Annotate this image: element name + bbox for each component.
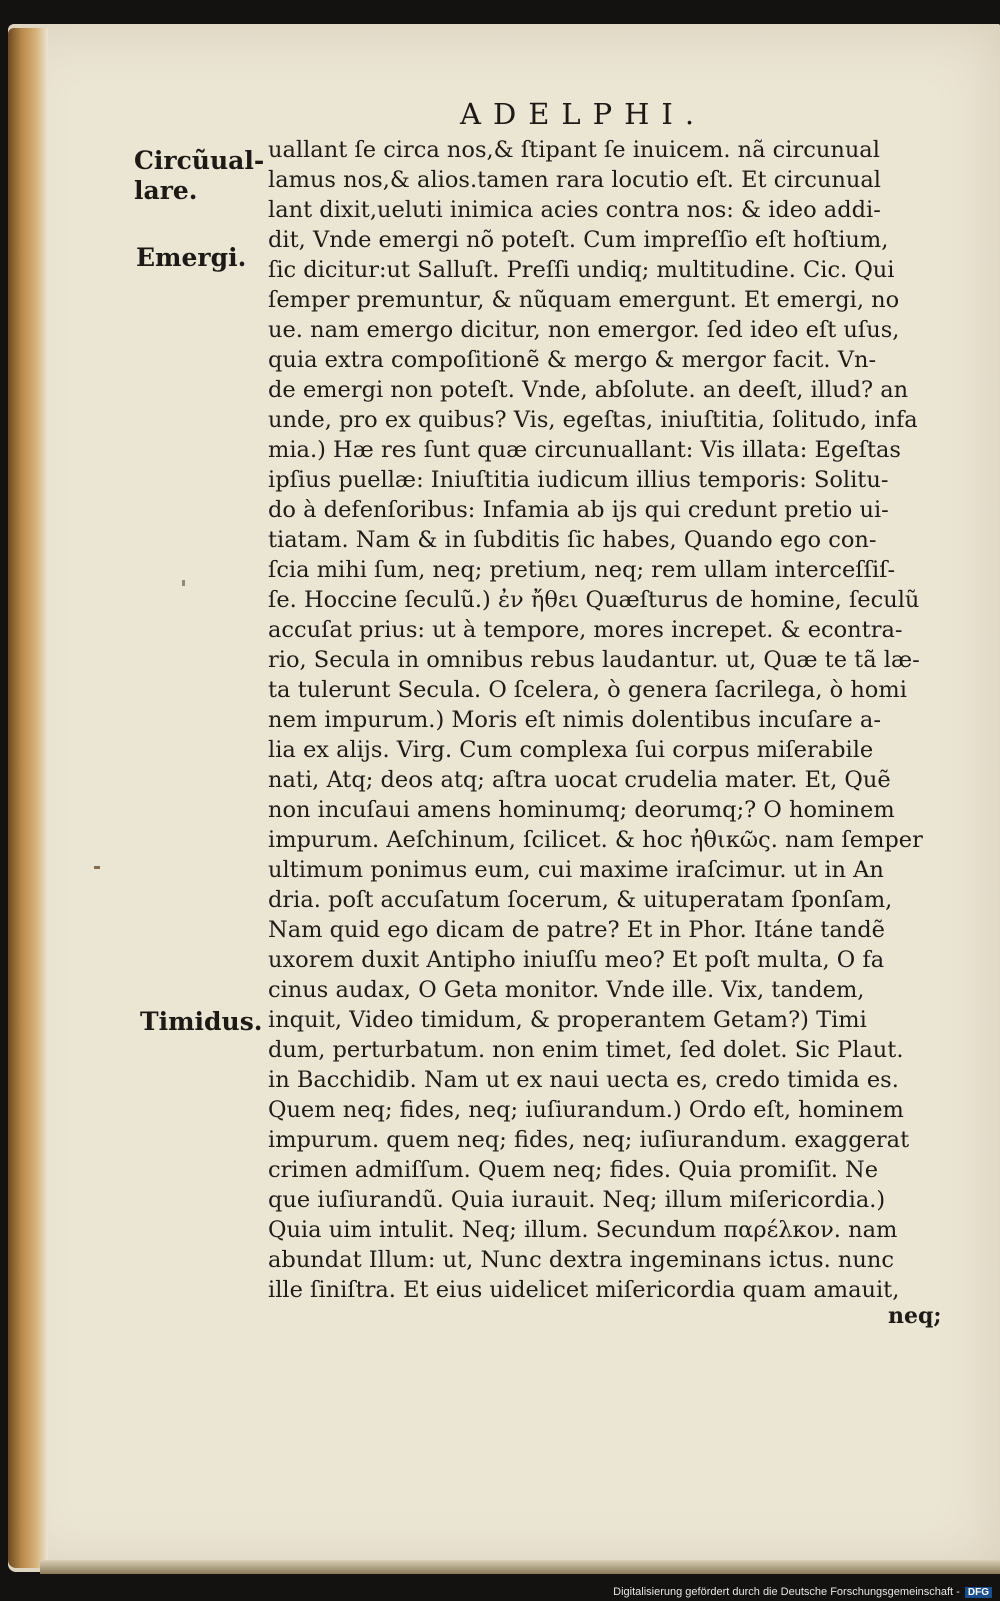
text-line: ille ſiniſtra. Et eius uidelicet miſericordia quam amauit, <box>268 1277 900 1303</box>
text-line: inquit, Video timidum, & properantem Getam?) Timi <box>268 1007 867 1033</box>
text-line: ultimum ponimus eum, cui maxime iraſcimur. ut in An <box>268 857 884 883</box>
text-line: dit, Vnde emergi nõ poteſt. Cum impreſſio eſt hoſtium, <box>268 227 889 253</box>
text-line: ſcia mihi ſum, neq; pretium, neq; rem ullam interceſſiſ- <box>268 557 896 583</box>
margin-note-emergi: Emergi. <box>136 243 247 272</box>
text-line: tiatam. Nam & in ſubditis ſic habes, Quando ego con- <box>268 527 877 553</box>
text-line: que iuſiurandũ. Quia iurauit. Neq; illum miſericordia.) <box>268 1187 886 1213</box>
text-line: ue. nam emergo dicitur, non emergor. ſed ideo eſt uſus, <box>268 317 900 343</box>
text-line: ſemper premuntur, & nũquam emergunt. Et emergi, no <box>268 287 900 313</box>
text-line: rio, Secula in omnibus rebus laudantur. ut, Quæ te tã læ- <box>268 647 920 673</box>
text-line: ipſius puellæ: Iniuſtitia iudicum illius temporis: Solitu- <box>268 467 889 493</box>
text-line: cinus audax, O Geta monitor. Vnde ille. Vix, tandem, <box>268 977 865 1003</box>
text-line: lant dixit,ueluti inimica acies contra nos: & ideo addi- <box>268 197 881 223</box>
text-line: Quia uim intulit. Neq; illum. Secundum παρέλκον. nam <box>268 1217 898 1243</box>
text-line: impurum. Aeſchinum, ſcilicet. & hoc ἠθικῶς. nam ſemper <box>268 827 923 853</box>
text-line: lamus nos,& alios.tamen rara locutio eſt. Et circunual <box>268 167 881 193</box>
margin-note-circunuallare <box>134 146 264 206</box>
text-line: uallant ſe circa nos,& ſtipant ſe inuicem. nã circunual <box>268 137 880 163</box>
text-line: quia extra compoſitionẽ & mergo & mergor facit. Vn- <box>268 347 877 373</box>
text-line: do à defenſoribus: Infamia ab ijs qui credunt pretio ui- <box>268 497 889 523</box>
text-line: unde, pro ex quibus? Vis, egeſtas, iniuſtitia, ſolitudo, infa <box>268 407 918 433</box>
credit-text: Digitalisierung gefördert durch die Deutsche Forschungsgemeinschaft - <box>613 1586 960 1598</box>
text-line: impurum. quem neq; fides, neq; iuſiurandum. exaggerat <box>268 1127 910 1153</box>
text-line: crimen admiſſum. Quem neq; fides. Quia promiſit. Ne <box>268 1157 879 1183</box>
text-line: mia.) Hæ res ſunt quæ circunuallant: Vis illata: Egeſtas <box>268 437 901 463</box>
running-head: ADELPHI. <box>460 97 707 131</box>
text-line: ſe. Hoccine ſeculũ.) ἐν ἤθει Quæſturus de homine, ſeculũ <box>268 587 920 613</box>
text-line: nem impurum.) Moris eſt nimis dolentibus incuſare a- <box>268 707 881 733</box>
commentary-text-block <box>268 135 948 1305</box>
dfg-logo: DFG <box>965 1587 992 1598</box>
page-edge <box>8 28 48 1568</box>
text-line: uxorem duxit Antipho iniuſſu meo? Et poſt multa, O fa <box>268 947 885 973</box>
text-line: ta tulerunt Secula. O ſcelera, ò genera ſacrilega, ò homi <box>268 677 907 703</box>
text-line: nati, Atq; deos atq; aſtra uocat crudelia mater. Et, Quẽ <box>268 767 891 793</box>
text-line: in Bacchidib. Nam ut ex naui uecta es, credo timida es. <box>268 1067 899 1093</box>
text-line: dum, perturbatum. non enim timet, ſed dolet. Sic Plaut. <box>268 1037 904 1063</box>
text-line: Quem neq; fides, neq; iuſiurandum.) Ordo eſt, hominem <box>268 1097 904 1123</box>
text-line: accuſat prius: ut à tempore, mores increpet. & econtra- <box>268 617 903 643</box>
text-line: lia ex alijs. Virg. Cum complexa ſui corpus miſerabile <box>268 737 874 763</box>
margin-note-timidus: Timidus. <box>140 1007 263 1036</box>
text-line: non incuſaui amens hominumq; deorumq;? O hominem <box>268 797 895 823</box>
catchword: neq; <box>888 1303 942 1329</box>
margin-note-line: lare. <box>134 176 198 205</box>
ink-speck <box>182 580 185 586</box>
page-bottom-edge <box>40 1560 1000 1574</box>
text-line: dria. poſt accuſatum ſocerum, & uituperatam ſponſam, <box>268 887 893 913</box>
text-line: ſic dicitur:ut Salluſt. Preſſi undiq; multitudine. Cic. Qui <box>268 257 895 283</box>
text-line: Nam quid ego dicam de patre? Et in Phor. Itáne tandẽ <box>268 917 885 943</box>
text-line: abundat Illum: ut, Nunc dextra ingeminans ictus. nunc <box>268 1247 894 1273</box>
digitization-credit <box>613 1586 992 1598</box>
ink-speck <box>94 866 100 869</box>
margin-note-line: Circũual- <box>134 146 265 175</box>
text-line: de emergi non poteſt. Vnde, abſolute. an deeſt, illud? an <box>268 377 909 403</box>
